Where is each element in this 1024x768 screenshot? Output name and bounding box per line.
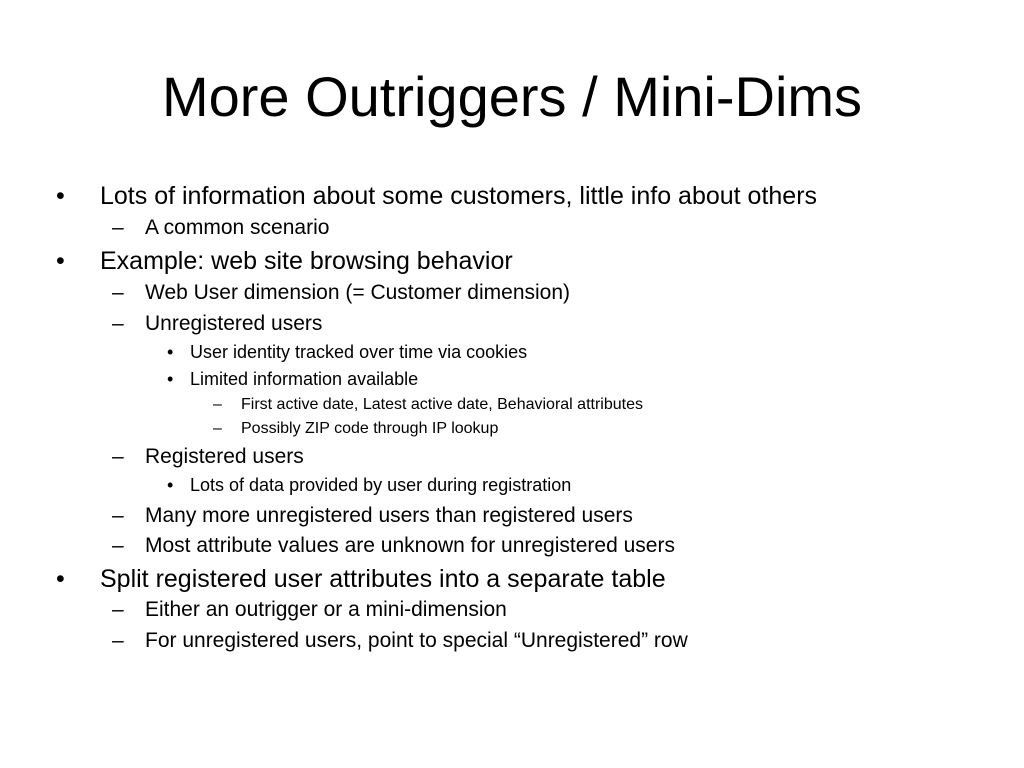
bullet-marker: • <box>56 565 65 593</box>
bullet-text: A common scenario <box>145 216 330 239</box>
dash-marker: – <box>112 504 124 527</box>
dash-marker: – <box>112 312 124 335</box>
dash-marker: – <box>213 420 222 437</box>
bullet-text: Lots of information about some customers, little info about others <box>100 182 818 210</box>
bullet-marker: • <box>167 475 174 495</box>
dash-marker: – <box>213 396 222 413</box>
dash-marker: – <box>112 216 124 239</box>
dash-marker: – <box>112 445 124 468</box>
bullet-marker: • <box>56 247 65 275</box>
dash-marker: – <box>112 598 124 621</box>
bullet-text: Either an outrigger or a mini-dimension <box>145 598 507 621</box>
bullet-marker: • <box>167 369 174 389</box>
slide-title: More Outriggers / Mini-Dims <box>161 65 863 128</box>
bullet-text: Split registered user attributes into a separate table <box>100 565 666 593</box>
bullet-text: Most attribute values are unknown for unregistered users <box>145 534 675 557</box>
bullet-text: User identity tracked over time via cookies <box>190 342 528 362</box>
bullet-text: Limited information available <box>190 369 419 389</box>
bullet-text: Many more unregistered users than registered users <box>145 504 633 527</box>
bullet-marker: • <box>167 342 174 362</box>
dash-marker: – <box>112 629 124 652</box>
bullet-text: Example: web site browsing behavior <box>100 247 513 275</box>
bullet-text: Web User dimension (= Customer dimension) <box>145 281 571 304</box>
bullet-text: Registered users <box>145 445 304 468</box>
bullet-marker: • <box>56 182 65 210</box>
bullet-text: First active date, Latest active date, Behavioral attributes <box>241 396 643 413</box>
bullet-text: For unregistered users, point to special “Unregistered” row <box>145 629 688 652</box>
bullet-text: Possibly ZIP code through IP lookup <box>241 420 499 437</box>
dash-marker: – <box>112 534 124 557</box>
bullet-text: Lots of data provided by user during registration <box>190 475 572 495</box>
bullet-text: Unregistered users <box>145 312 323 335</box>
dash-marker: – <box>112 281 124 304</box>
